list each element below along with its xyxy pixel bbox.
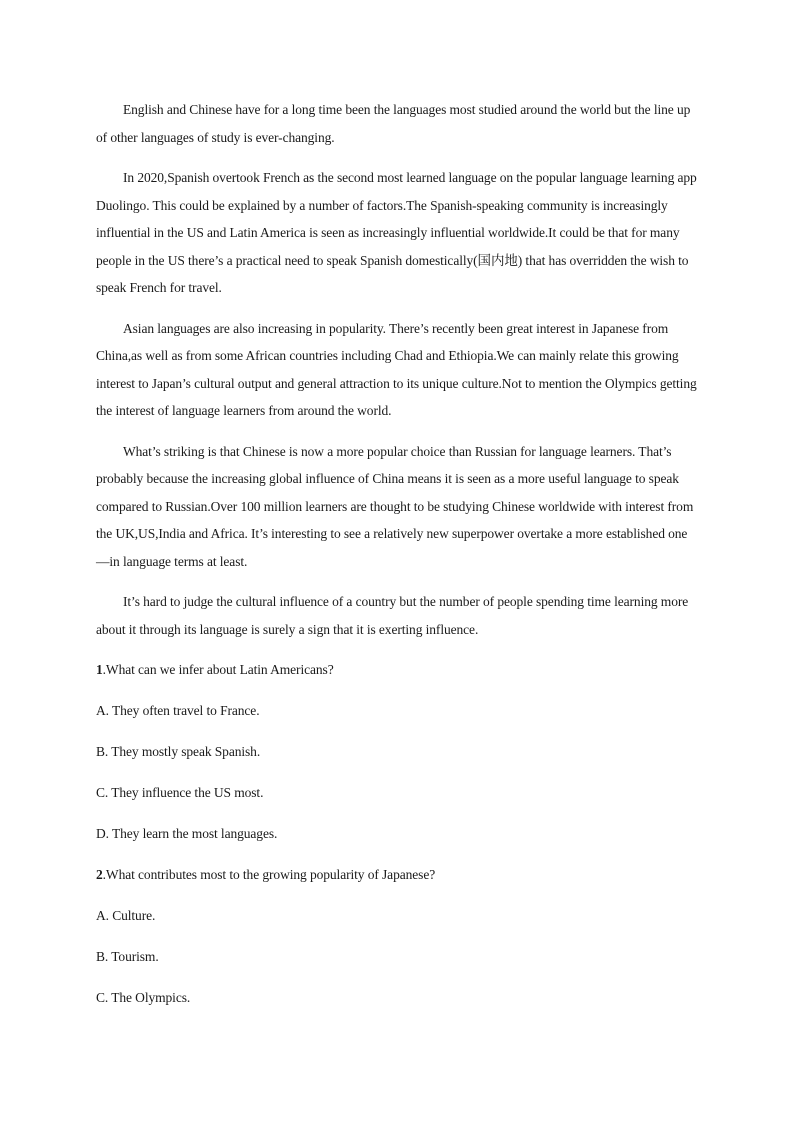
question-2 bbox=[96, 861, 700, 1011]
question-stem bbox=[96, 656, 700, 683]
passage-paragraph: Asian languages are also increasing in popularity. There’s recently been great interest in Japanese from China,as well as from some African countries including Chad and Ethiopia.We can mainly relate this growing interest to Japan’s cultural output and general attraction to its unique culture.Not to mention the Olympics getting the interest of language learners from around the world. bbox=[96, 320, 697, 418]
passage-paragraph: What’s striking is that Chinese is now a more popular choice than Russian for language learners. That’s probably because the increasing global influence of China means it is seen as a more useful language to speak compared to Russian.Over 100 million learners are thought to be studying Chinese worldwide with interest from the UK,US,India and Africa. It’s interesting to see a relatively new superpower overtake a more established one—in language terms at least. bbox=[96, 443, 694, 569]
answer-option-a: A. Culture. bbox=[96, 908, 156, 923]
question-1 bbox=[96, 656, 700, 847]
question-text: .What can we infer about Latin Americans? bbox=[102, 662, 334, 677]
question-number: 2 bbox=[96, 867, 103, 882]
passage-paragraph: It’s hard to judge the cultural influence of a country but the number of people spending time learning more about it through its language is surely a sign that it is exerting influence. bbox=[96, 594, 689, 637]
answer-option-a: A. They often travel to France. bbox=[96, 703, 260, 718]
question-text: .What contributes most to the growing popularity of Japanese? bbox=[102, 867, 436, 882]
answer-option-c: C. They influence the US most. bbox=[96, 785, 264, 800]
question-number: 1 bbox=[96, 662, 103, 677]
answer-option-d: D. They learn the most languages. bbox=[96, 826, 278, 841]
document-page bbox=[96, 96, 700, 1025]
answer-option-b: B. Tourism. bbox=[96, 949, 159, 964]
answer-option-c: C. The Olympics. bbox=[96, 990, 191, 1005]
answer-option-b: B. They mostly speak Spanish. bbox=[96, 744, 261, 759]
question-stem bbox=[96, 861, 700, 888]
reading-passage bbox=[96, 96, 700, 643]
passage-paragraph: In 2020,Spanish overtook French as the second most learned language on the popular language learning app Duolingo. This could be explained by a number of factors.The Spanish-speaking community is increasingly influential in the US and Latin America is seen as increasingly influential worldwide.It could be that for many people in the US there’s a practical need to speak Spanish domestically(国内地) that has overridden the wish to speak French for travel. bbox=[96, 170, 697, 295]
passage-paragraph: English and Chinese have for a long time been the languages most studied around the world but the line up of other languages of study is ever-changing. bbox=[96, 102, 691, 145]
